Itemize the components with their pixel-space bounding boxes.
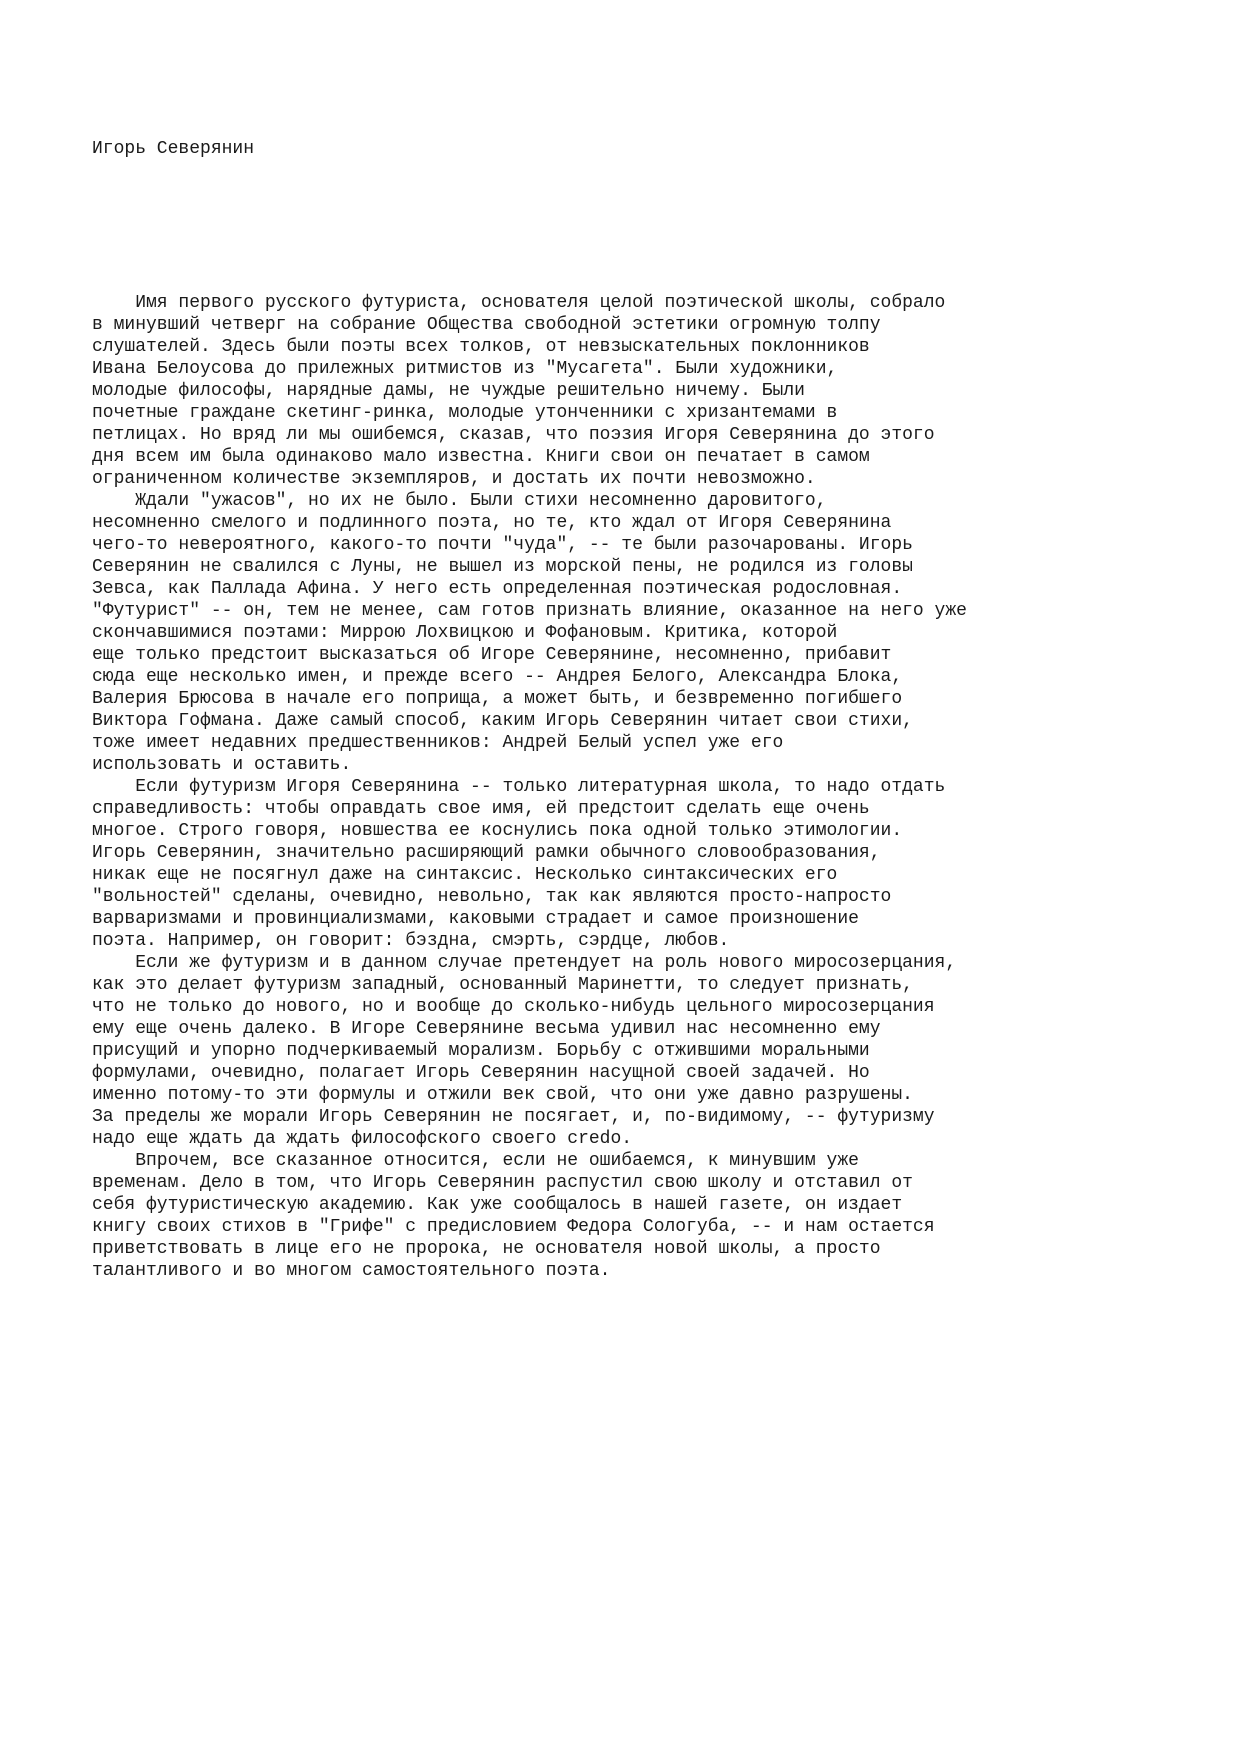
- text-line: что не только до нового, но и вообще до сколько-нибудь цельного миросозерцания: [92, 997, 935, 1017]
- text-line: талантливого и во многом самостоятельного поэта.: [92, 1261, 611, 1281]
- text-line: Ждали "ужасов", но их не было. Были стихи несомненно даровитого,: [92, 491, 827, 511]
- text-line: книгу своих стихов в "Грифе" с предисловием Федора Сологуба, -- и нам остается: [92, 1217, 935, 1237]
- text-line: временам. Дело в том, что Игорь Северянин распустил свою школу и отставил от: [92, 1173, 913, 1193]
- text-line: как это делает футуризм западный, основанный Маринетти, то следует признать,: [92, 975, 913, 995]
- text-line: Ивана Белоусова до прилежных ритмистов из "Мусагета". Были художники,: [92, 359, 838, 379]
- text-line: присущий и упорно подчеркиваемый морализм. Борьбу с отжившими моральными: [92, 1041, 870, 1061]
- text-line: почетные граждане скетинг-ринка, молодые утонченники с хризантемами в: [92, 403, 838, 423]
- text-line: варваризмами и провинциализмами, каковыми страдает и самое произношение: [92, 909, 859, 929]
- text-line: именно потому-то эти формулы и отжили век свой, что они уже давно разрушены.: [92, 1085, 913, 1105]
- document-title: Игорь Северянин: [92, 139, 255, 159]
- text-line: петлицах. Но вряд ли мы ошибемся, сказав, что поэзия Игоря Северянина до этого: [92, 425, 935, 445]
- text-line: Игорь Северянин, значительно расширяющий рамки обычного словообразования,: [92, 843, 881, 863]
- text-line: Если футуризм Игоря Северянина -- только литературная школа, то надо отдать: [92, 777, 946, 797]
- text-line: ограниченном количестве экземпляров, и достать их почти невозможно.: [92, 469, 816, 489]
- document-body: [92, 94, 967, 1326]
- text-line: приветствовать в лице его не пророка, не основателя новой школы, а просто: [92, 1239, 881, 1259]
- text-line: поэта. Например, он говорит: бэздна, смэрть, сэрдце, любов.: [92, 931, 730, 951]
- text-line: "Футурист" -- он, тем не менее, сам готов признать влияние, оказанное на него уже: [92, 601, 967, 621]
- text-line: молодые философы, нарядные дамы, не чуждые решительно ничему. Были: [92, 381, 805, 401]
- text-line: За пределы же морали Игорь Северянин не посягает, и, по-видимому, -- футуризму: [92, 1107, 935, 1127]
- text-line: ему еще очень далеко. В Игоре Северянине весьма удивил нас несомненно ему: [92, 1019, 881, 1039]
- text-lines: [92, 292, 967, 1282]
- text-line: формулами, очевидно, полагает Игорь Северянин насущной своей задачей. Но: [92, 1063, 870, 1083]
- text-line: Северянин не свалился с Луны, не вышел из морской пены, не родился из головы: [92, 557, 913, 577]
- text-line: Виктора Гофмана. Даже самый способ, каким Игорь Северянин читает свои стихи,: [92, 711, 913, 731]
- text-line: скончавшимися поэтами: Миррою Лохвицкою и Фофановым. Критика, которой: [92, 623, 838, 643]
- text-line: многое. Строго говоря, новшества ее коснулись пока одной только этимологии.: [92, 821, 903, 841]
- text-line: Впрочем, все сказанное относится, если не ошибаемся, к минувшим уже: [92, 1151, 859, 1171]
- text-line: себя футуристическую академию. Как уже сообщалось в нашей газете, он издает: [92, 1195, 903, 1215]
- text-line: Если же футуризм и в данном случае претендует на роль нового миросозерцания,: [92, 953, 957, 973]
- text-line: Валерия Брюсова в начале его поприща, а может быть, и безвременно погибшего: [92, 689, 903, 709]
- text-line: Зевса, как Паллада Афина. У него есть определенная поэтическая родословная.: [92, 579, 903, 599]
- text-line: Имя первого русского футуриста, основателя целой поэтической школы, собрало: [92, 293, 946, 313]
- text-line: в минувший четверг на собрание Общества свободной эстетики огромную толпу: [92, 315, 881, 335]
- text-line: справедливость: чтобы оправдать свое имя, ей предстоит сделать еще очень: [92, 799, 870, 819]
- text-line: тоже имеет недавних предшественников: Андрей Белый успел уже его: [92, 733, 784, 753]
- text-line: еще только предстоит высказаться об Игоре Северянине, несомненно, прибавит: [92, 645, 892, 665]
- text-line: чего-то невероятного, какого-то почти "чуда", -- те были разочарованы. Игорь: [92, 535, 913, 555]
- text-line: дня всем им была одинаково мало известна. Книги свои он печатает в самом: [92, 447, 870, 467]
- text-line: надо еще ждать да ждать философского своего credo.: [92, 1129, 633, 1149]
- text-line: использовать и оставить.: [92, 755, 352, 775]
- text-line: несомненно смелого и подлинного поэта, но те, кто ждал от Игоря Северянина: [92, 513, 892, 533]
- text-line: "вольностей" сделаны, очевидно, невольно, так как являются просто-напросто: [92, 887, 892, 907]
- text-line: никак еще не посягнул даже на синтаксис. Несколько синтаксических его: [92, 865, 838, 885]
- text-line: сюда еще несколько имен, и прежде всего -- Андрея Белого, Александра Блока,: [92, 667, 903, 687]
- text-line: слушателей. Здесь были поэты всех толков, от невзыскательных поклонников: [92, 337, 870, 357]
- title-spacer: [92, 204, 967, 248]
